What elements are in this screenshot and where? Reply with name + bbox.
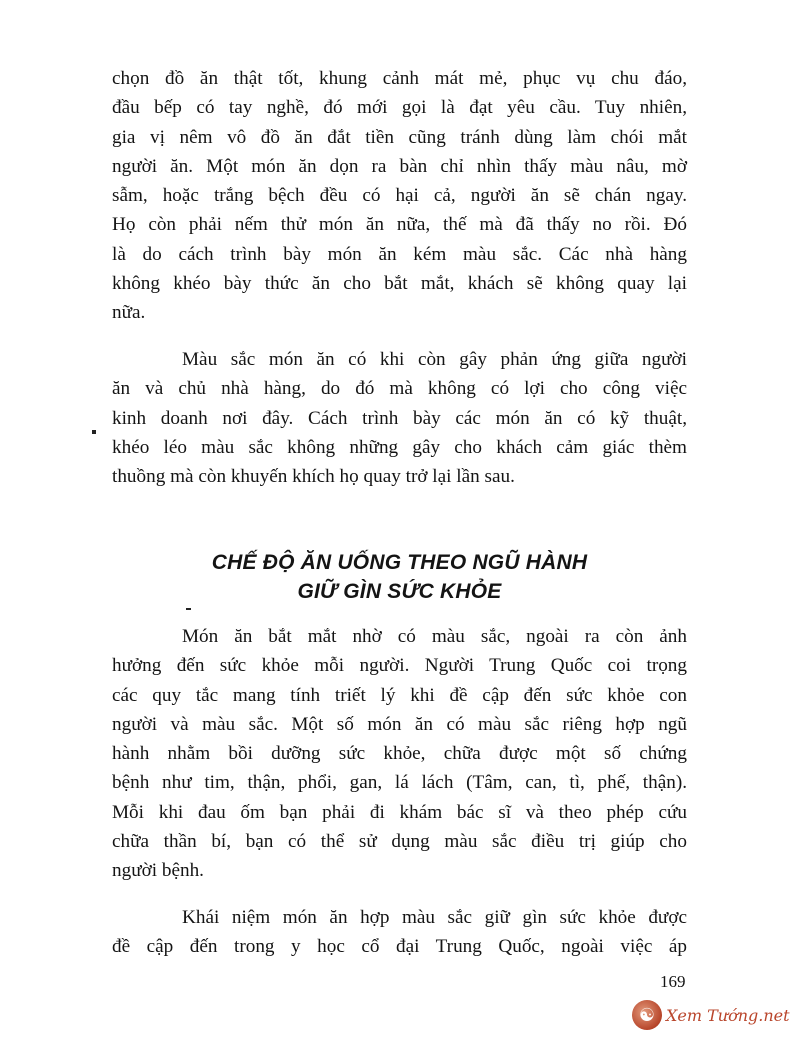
paragraph-2 [112,345,687,491]
site-watermark [632,1000,790,1030]
paragraph-2-text [112,345,687,491]
paragraph-4 [112,903,687,962]
text-line: bệnh như tim, thận, phổi, gan, lá lách (Tâm, can, tì, phế, thận). [112,772,687,794]
text-line: không khéo bày thức ăn cho bắt mắt, khách sẽ không quay lại [112,273,687,295]
text-line: gia vị nêm vô đồ ăn đắt tiền cũng tránh dùng làm chói mắt [112,126,687,148]
paragraph-4-text [112,903,687,962]
section-heading [112,548,687,606]
text-line: người bệnh. [112,860,204,882]
text-line: ăn và chủ nhà hàng, do đó mà không có lợi cho công việc [112,378,687,400]
text-line: kinh doanh nơi đây. Cách trình bày các món ăn có kỹ thuật, [112,407,687,429]
paragraph-1 [112,64,687,328]
text-line: đề cập đến trong y học cổ đại Trung Quốc, ngoài việc áp [112,936,687,958]
paragraph-3 [112,622,687,886]
text-line: sẫm, hoặc trắng bệch đều có hại cả, người ăn sẽ chán ngay. [112,185,687,207]
text-line: khéo léo màu sắc không những gây cho khách cảm giác thèm [112,436,687,458]
text-line: Mỗi khi đau ốm bạn phải đi khám bác sĩ và theo phép cứu [112,801,687,823]
text-line: các quy tắc mang tính triết lý khi đề cập đến sức khỏe con [112,684,687,706]
text-line: Khái niệm món ăn hợp màu sắc giữ gìn sức khỏe được [182,907,687,928]
page-number: 169 [660,972,686,991]
text-line: là do cách trình bày món ăn kém màu sắc. Các nhà hàng [112,243,687,265]
text-line: Màu sắc món ăn có khi còn gây phản ứng giữa người [182,349,687,370]
scan-speck [186,608,191,610]
yin-yang-icon: ☯ [632,1000,662,1030]
text-line: người và màu sắc. Một số món ăn có màu sắc riêng hợp ngũ [112,713,687,735]
section-heading-line-1: CHẾ ĐỘ ĂN UỐNG THEO NGŨ HÀNH [211,551,588,574]
text-line: Món ăn bắt mắt nhờ có màu sắc, ngoài ra còn ảnh [182,626,687,647]
text-line: đầu bếp có tay nghề, đó mới gọi là đạt yêu cầu. Tuy nhiên, [112,97,687,119]
text-line: hưởng đến sức khỏe mỗi người. Người Trung Quốc coi trọng [112,655,687,677]
text-line: người ăn. Một món ăn dọn ra bàn chỉ nhìn thấy màu nâu, mờ [112,155,687,177]
text-line: chữa thần bí, bạn có thể sử dụng màu sắc điều trị giúp cho [112,831,687,853]
watermark-text: Xem Tướng.net [666,1005,790,1025]
scan-speck [92,430,96,434]
section-heading-line-2: GIỮ GÌN SỨC KHỎE [297,580,502,603]
paragraph-1-text [112,64,687,328]
text-line: Họ còn phải nếm thử món ăn nữa, thế mà đã thấy no rồi. Đó [112,214,687,236]
text-line: chọn đồ ăn thật tốt, khung cảnh mát mẻ, phục vụ chu đáo, [112,68,687,89]
text-line: thuồng mà còn khuyến khích họ quay trở lại lần sau. [112,466,515,488]
text-line: nữa. [112,302,146,324]
text-line: hành nhằm bồi dưỡng sức khỏe, chữa được một số chứng [112,743,687,765]
paragraph-3-text [112,622,687,886]
